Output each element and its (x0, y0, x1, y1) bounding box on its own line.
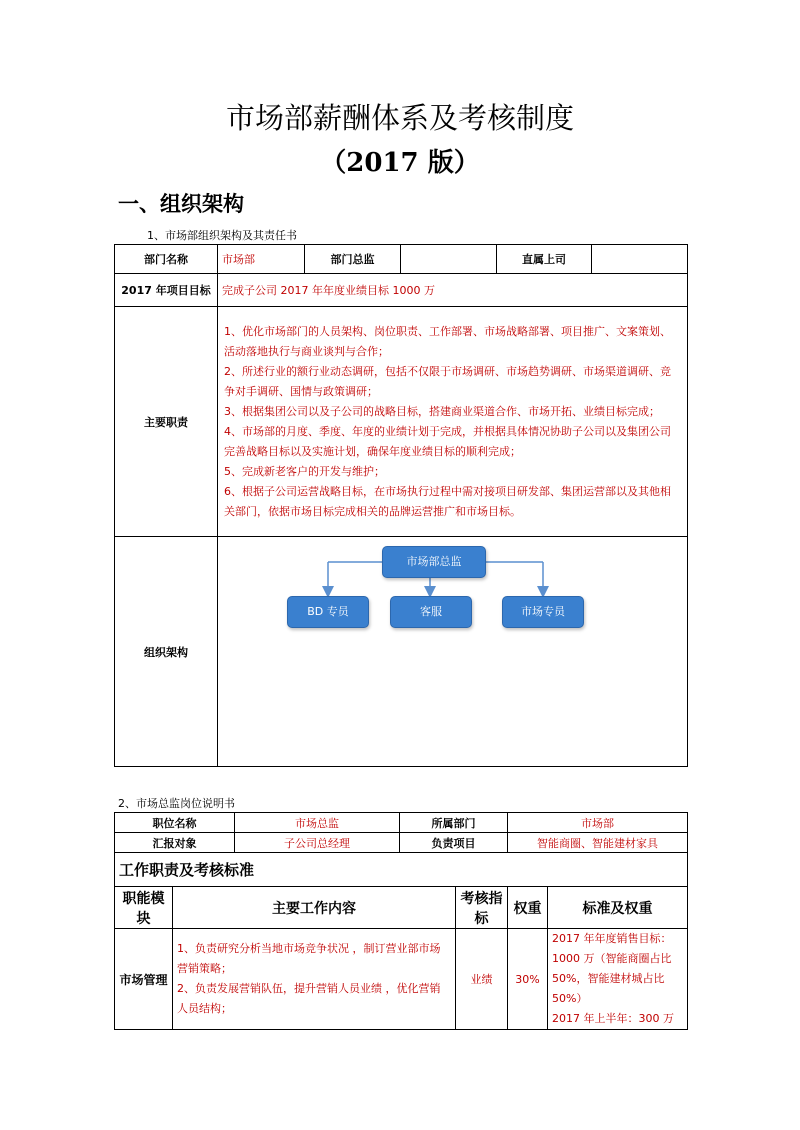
duties-label: 主要职责 (115, 307, 218, 537)
duties-section-title: 工作职责及考核标准 (115, 853, 688, 887)
duty-item: 3、根据集团公司以及子公司的战略目标，搭建商业渠道合作、市场开拓、业绩目标完成； (224, 404, 660, 418)
dept-name-label: 部门名称 (115, 245, 218, 274)
org-chart-cell (218, 537, 688, 767)
report-label: 汇报对象 (115, 833, 235, 853)
dept-label: 所属部门 (400, 813, 508, 833)
director-value (401, 245, 497, 274)
duty-item: 1、优化市场部门的人员架构、岗位职责、工作部署、市场战略部署、项目推广、文案策划、活动落地执行与商业谈判与合作； (224, 324, 671, 358)
org-node-director: 市场部总监 (382, 546, 486, 578)
goal-label: 2017 年项目目标 (115, 274, 218, 307)
row-standard-item: 2017 年上半年：300 万 (552, 1012, 674, 1025)
section-heading-org: 一、组织架构 (118, 192, 244, 216)
header-standard: 标准及权重 (548, 887, 688, 929)
caption-table2: 2、市场总监岗位说明书 (118, 797, 235, 810)
document-subtitle: （2017 版） (320, 148, 480, 178)
row-standard-item: 2017 年年度销售目标：1000 万（智能商圈占比 50%，智能建材城占比 50%） (552, 932, 672, 1005)
caption-table1: 1、市场部组织架构及其责任书 (147, 229, 297, 242)
header-module: 职能模块 (115, 887, 173, 929)
table-row (115, 929, 688, 1030)
director-label: 部门总监 (305, 245, 401, 274)
row-weight: 30% (508, 929, 548, 1030)
duty-item: 5、完成新老客户的开发与维护； (224, 464, 385, 478)
position-label: 职位名称 (115, 813, 235, 833)
report-value: 子公司总经理 (235, 833, 400, 853)
project-value: 智能商圈、智能建材家具 (508, 833, 688, 853)
goal-value: 完成子公司 2017 年年度业绩目标 1000 万 (218, 274, 688, 307)
header-indicator: 考核指标 (456, 887, 508, 929)
org-node-service: 客服 (390, 596, 472, 628)
org-node-marketing: 市场专员 (502, 596, 584, 628)
duty-item: 4、市场部的月度、季度、年度的业绩计划于完成，并根据具体情况协助子公司以及集团公司完善战略目标以及实施计划，确保年度业绩目标的顺利完成； (224, 424, 671, 458)
duties-list (218, 307, 688, 537)
row-standard (548, 929, 688, 1030)
header-weight: 权重 (508, 887, 548, 929)
duty-item: 6、根据子公司运营战略目标，在市场执行过程中需对接项目研发部、集团运营部以及其他相关部门，依据市场目标完成相关的品牌运营推广和市场目标。 (224, 484, 671, 518)
row-indicator: 业绩 (456, 929, 508, 1030)
row-content (173, 929, 456, 1030)
row-module: 市场管理 (115, 929, 173, 1030)
header-content: 主要工作内容 (173, 887, 456, 929)
position-value: 市场总监 (235, 813, 400, 833)
org-node-bd: BD 专员 (287, 596, 369, 628)
dept-name-value: 市场部 (218, 245, 305, 274)
org-label: 组织架构 (115, 537, 218, 767)
org-chart (218, 537, 687, 763)
duty-item: 2、所述行业的额行业动态调研，包括不仅限于市场调研、市场趋势调研、市场渠道调研、竞争对手调研、国情与政策调研； (224, 364, 671, 398)
dept-responsibility-table (114, 244, 688, 767)
position-description-table (114, 812, 688, 1030)
superior-label: 直属上司 (497, 245, 592, 274)
row-content-item: 1、负责研究分析当地市场竞争状况 ，制订营业部市场营销策略； (177, 942, 441, 975)
document-title: 市场部薪酬体系及考核制度 (225, 101, 574, 135)
project-label: 负责项目 (400, 833, 508, 853)
dept-value: 市场部 (508, 813, 688, 833)
superior-value (592, 245, 688, 274)
row-content-item: 2、负责发展营销队伍，提升营销人员业绩 ，优化营销人员结构； (177, 982, 441, 1015)
